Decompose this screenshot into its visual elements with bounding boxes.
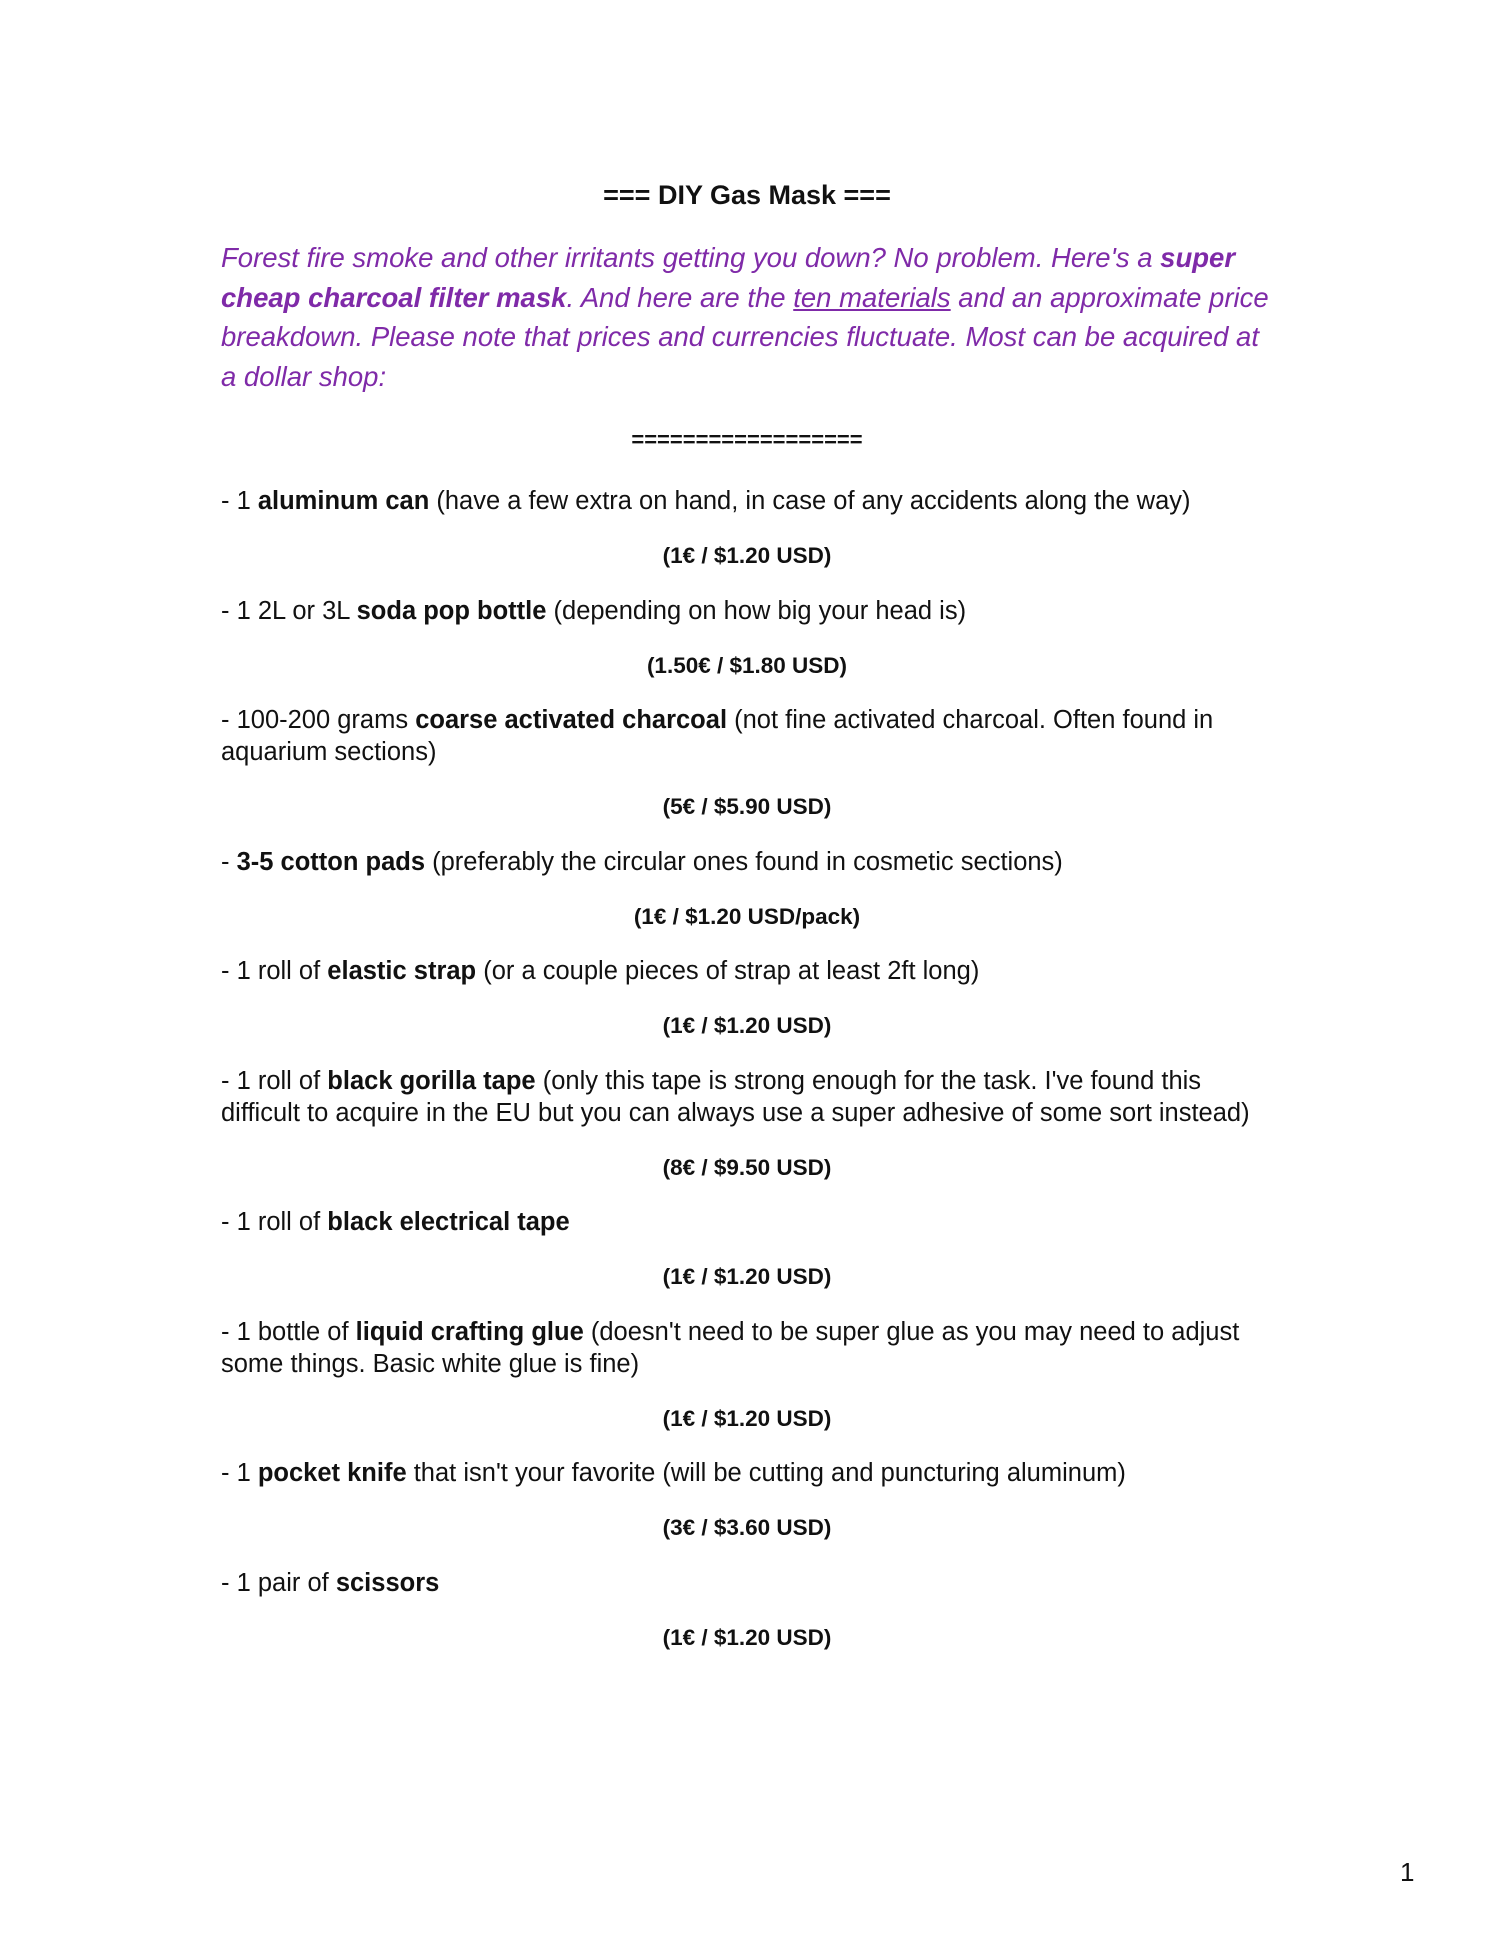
item-prefix: - 1 bottle of <box>221 1317 356 1346</box>
item-name: elastic strap <box>327 957 477 985</box>
item-name: liquid crafting glue <box>355 1317 584 1346</box>
separator: ================== <box>631 427 863 452</box>
intro-paragraph <box>221 238 1273 397</box>
item-name: coarse activated charcoal <box>415 706 728 734</box>
item-prefix: - 1 pair of <box>221 1568 336 1597</box>
item-name: soda pop bottle <box>356 596 547 625</box>
page-number: 1 <box>1400 1857 1415 1887</box>
material-item <box>221 846 1273 878</box>
item-name: black electrical tape <box>327 1208 570 1236</box>
item-prefix: - 1 <box>221 1459 258 1487</box>
material-item <box>221 1065 1273 1129</box>
item-price: (8€ / $9.50 USD) <box>662 1154 832 1180</box>
item-name: scissors <box>335 1568 440 1597</box>
material-item <box>221 1316 1273 1380</box>
item-price: (1€ / $1.20 USD) <box>662 1264 832 1289</box>
item-name: black gorilla tape <box>327 1066 536 1095</box>
item-note: (or a couple pieces of strap at least 2ft long) <box>476 957 980 985</box>
item-note: (have a few extra on hand, in case of any accidents along the way) <box>429 487 1191 515</box>
intro-text: Forest fire smoke and other irritants getting you down? No problem. Here's a <box>221 242 1161 273</box>
item-prefix: - 1 2L or 3L <box>221 596 357 625</box>
item-prefix: - 1 <box>221 487 258 515</box>
material-item <box>221 485 1273 517</box>
item-price: (1€ / $1.20 USD) <box>662 543 832 568</box>
item-prefix: - 1 roll of <box>221 1208 328 1236</box>
item-name: aluminum can <box>257 487 430 515</box>
item-note: (doesn't need to be super glue as you may need to adjust some things. Basic white glue is fine) <box>221 1317 1240 1378</box>
intro-bold: super cheap charcoal filter mask <box>221 242 1236 313</box>
item-name: pocket knife <box>257 1459 407 1487</box>
material-item <box>221 595 1273 627</box>
material-item <box>221 1567 1273 1599</box>
item-note: (only this tape is strong enough for the task. I've found this difficult to acquire in the EU but you can always use a super adhesive of some sort instead) <box>221 1066 1250 1127</box>
item-note: (not fine activated charcoal. Often found in aquarium sections) <box>221 706 1214 766</box>
item-price: (1€ / $1.20 USD) <box>662 1624 832 1650</box>
item-price: (1€ / $1.20 USD/pack) <box>633 903 861 929</box>
item-prefix: - 1 roll of <box>221 1066 328 1095</box>
item-price: (5€ / $5.90 USD) <box>662 794 832 819</box>
material-item <box>221 1206 1273 1238</box>
item-prefix: - <box>221 847 237 876</box>
materials-list <box>221 485 1273 1676</box>
item-price: (1€ / $1.20 USD) <box>662 1405 832 1431</box>
intro-text: . And here are the <box>566 281 794 313</box>
item-note: (depending on how big your head is) <box>546 596 967 625</box>
material-item <box>221 704 1273 768</box>
item-prefix: - 100-200 grams <box>221 706 416 734</box>
item-price: (1€ / $1.20 USD) <box>662 1013 832 1038</box>
item-prefix: - 1 roll of <box>221 957 328 985</box>
item-note: (preferably the circular ones found in cosmetic sections) <box>425 847 1063 876</box>
document-title: === DIY Gas Mask === <box>603 180 891 210</box>
item-note: that isn't your favorite (will be cutting and puncturing aluminum) <box>406 1459 1126 1487</box>
ten-materials-link[interactable]: ten materials <box>793 281 951 313</box>
intro-text: and an approximate price breakdown. Please note that prices and currencies fluctuate. Most can be acquired at a dollar shop: <box>221 281 1269 393</box>
item-price: (3€ / $3.60 USD) <box>662 1515 832 1540</box>
item-name: 3-5 cotton pads <box>236 847 426 876</box>
material-item <box>221 955 1273 987</box>
item-price: (1.50€ / $1.80 USD) <box>646 652 848 678</box>
material-item <box>221 1457 1273 1489</box>
